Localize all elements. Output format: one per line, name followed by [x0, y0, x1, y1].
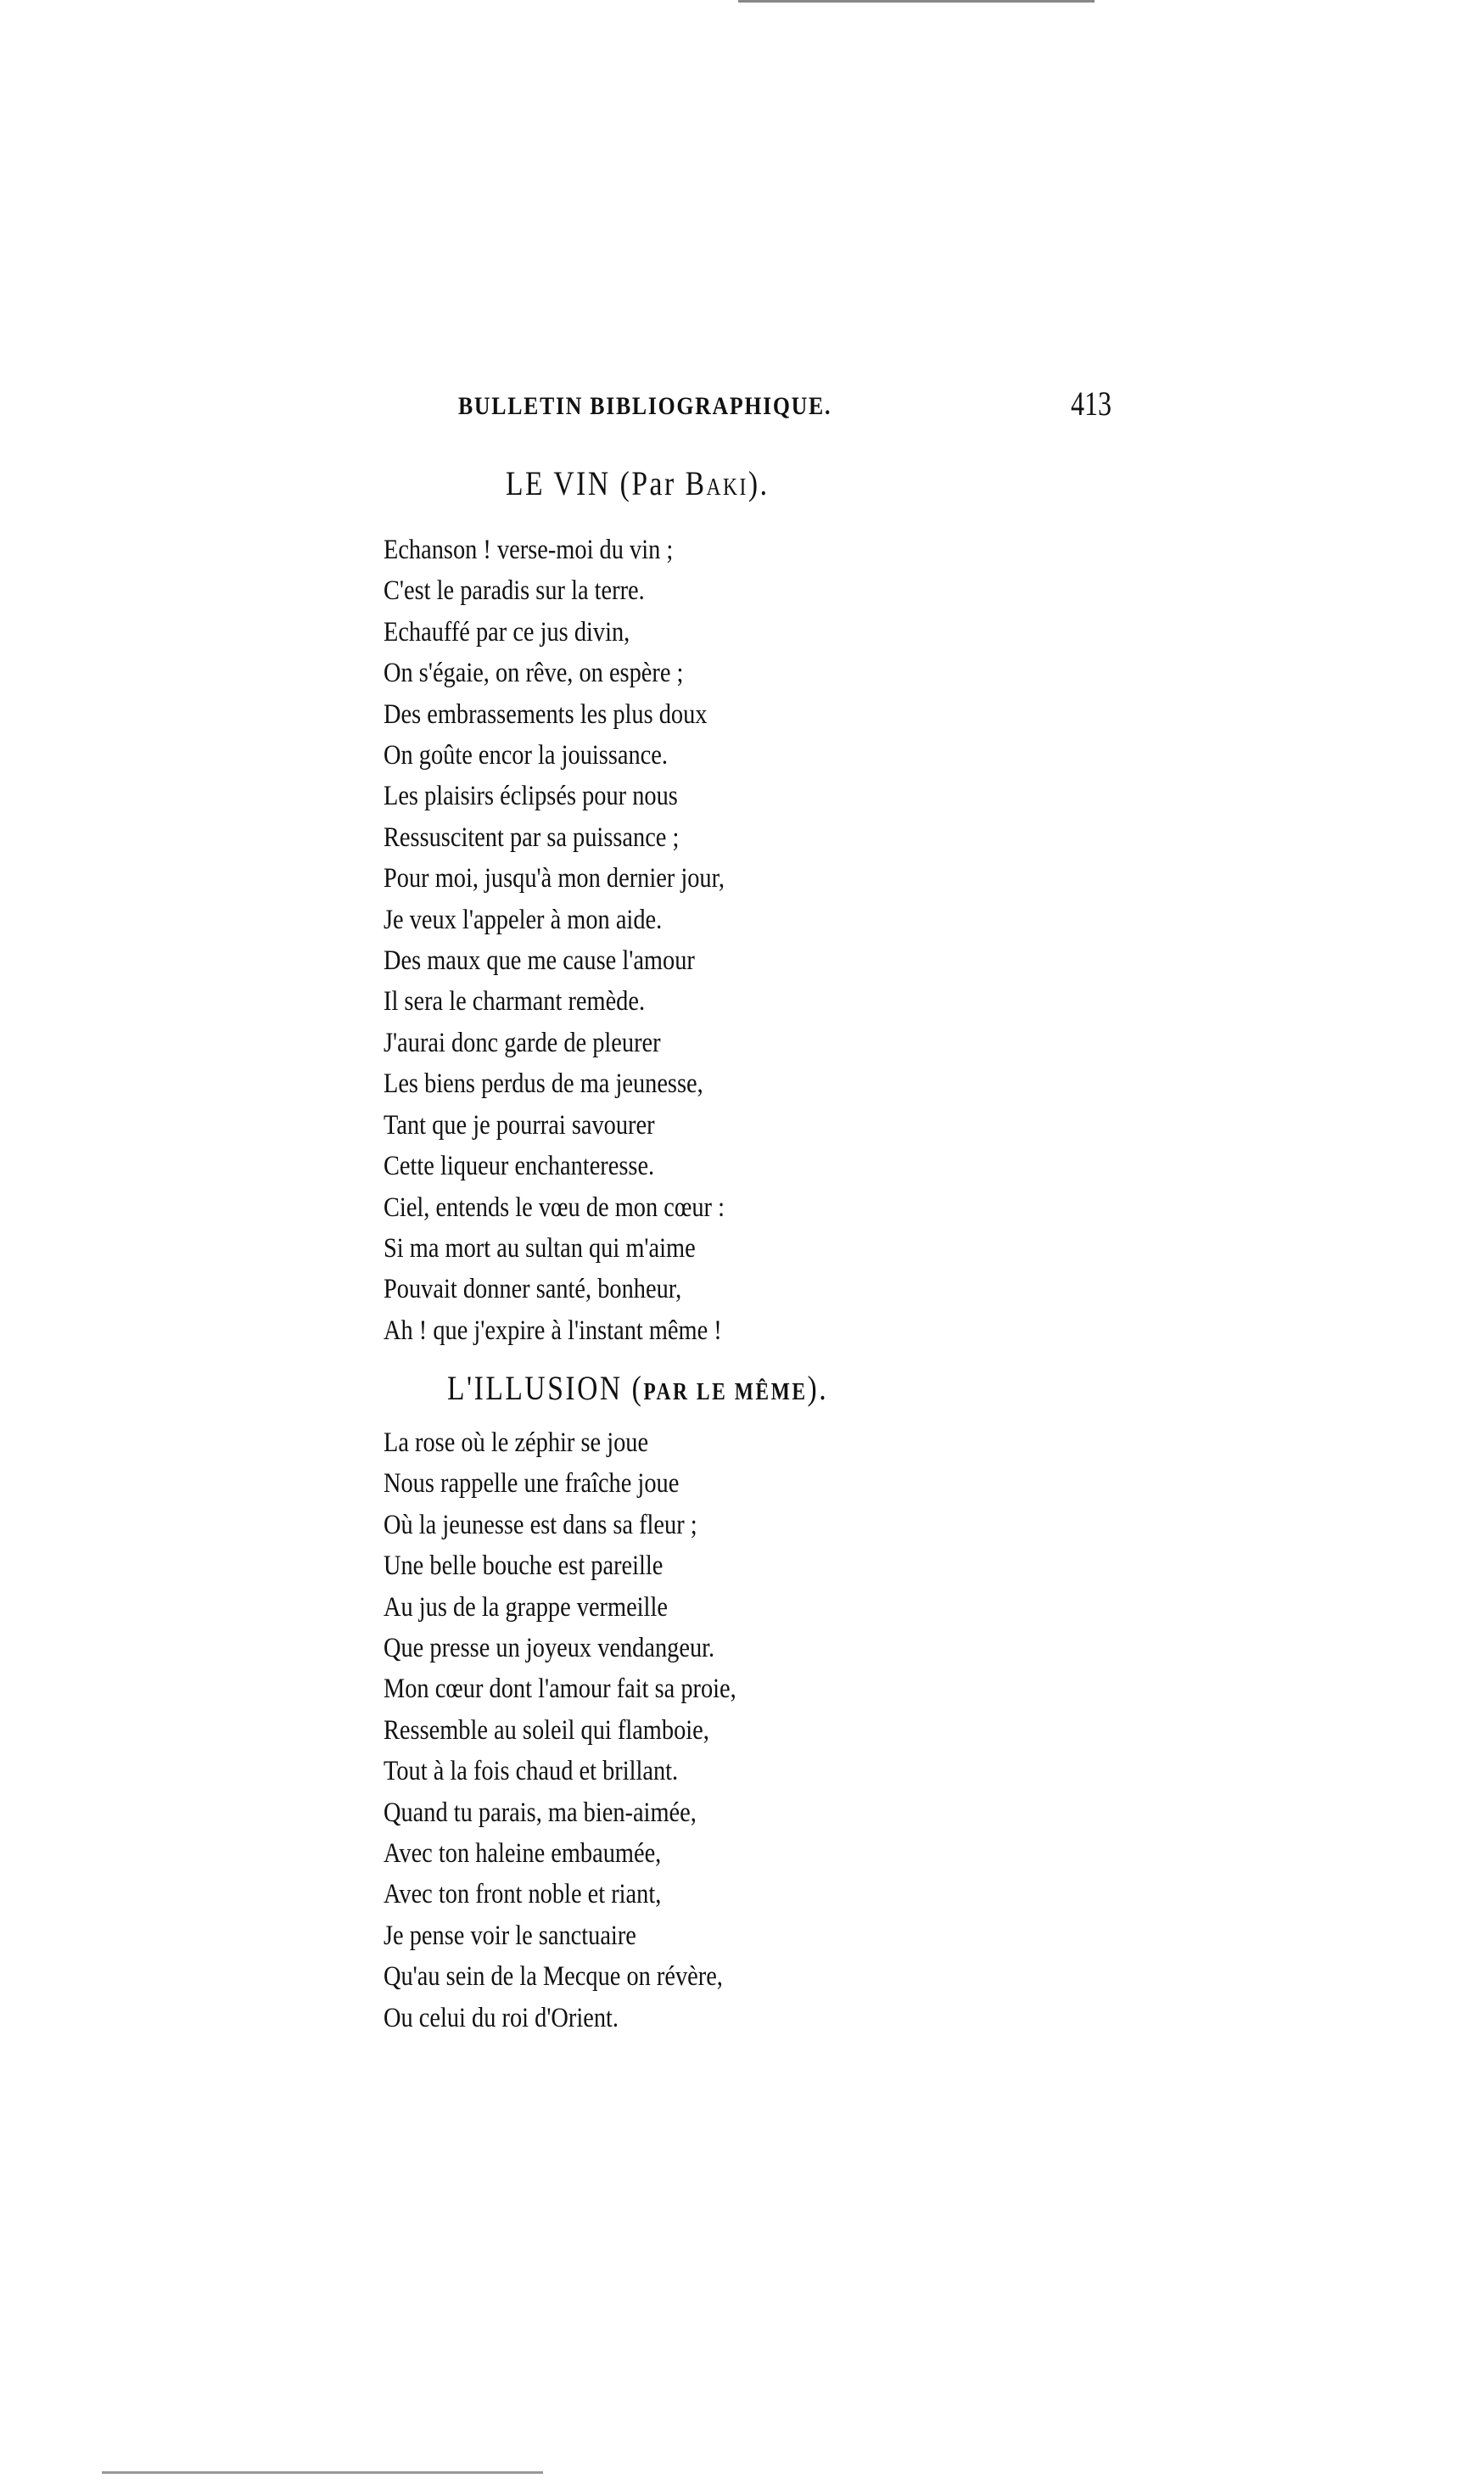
verse-line: Echanson ! verse-moi du vin ;: [384, 535, 674, 565]
verse-line: Nous rappelle une fraîche joue: [384, 1468, 680, 1500]
poem-l-illusion: [384, 1422, 736, 2038]
verse-line: Les biens perdus de ma jeunesse,: [384, 1068, 703, 1100]
verse-line: C'est le paradis sur la terre.: [384, 575, 645, 607]
verse-line: Des embrassements les plus doux: [384, 698, 708, 730]
verse-line: Tout à la fois chaud et brillant.: [384, 1756, 679, 1787]
verse-line: Ah ! que j'expire à l'instant même !: [384, 1315, 722, 1346]
verse-line: Si ma mort au sultan qui m'aime: [384, 1232, 696, 1264]
title-author: Baki: [685, 464, 748, 502]
verse-line: Ressuscitent par sa puissance ;: [384, 821, 680, 853]
verse-line: On s'égaie, on rêve, on espère ;: [384, 658, 684, 689]
title-main: L'ILLUSION: [447, 1369, 623, 1407]
verse-line: Ressemble au soleil qui flamboie,: [384, 1714, 709, 1746]
scan-edge-mark-top: [738, 0, 1095, 3]
verse-line: Avec ton front noble et riant,: [384, 1879, 662, 1910]
title-author: PAR LE MÊME: [643, 1379, 808, 1405]
title-main: LE VIN: [506, 464, 611, 502]
verse-line: Au jus de la grappe vermeille: [384, 1591, 668, 1623]
verse-line: Quand tu parais, ma bien-aimée,: [384, 1797, 697, 1828]
verse-line: Je veux l'appeler à mon aide.: [384, 904, 663, 935]
verse-line: J'aurai donc garde de pleurer: [384, 1027, 661, 1058]
verse-line: Mon cœur dont l'amour fait sa proie,: [384, 1674, 736, 1705]
verse-line: Ciel, entends le vœu de mon cœur :: [384, 1192, 725, 1223]
scan-edge-mark-bottom: [102, 2471, 543, 2474]
title-close: ).: [807, 1369, 829, 1407]
verse-line: Que presse un joyeux vendangeur.: [384, 1633, 715, 1664]
verse-line: Je pense voir le sanctuaire: [384, 1920, 636, 1951]
verse-line: Pouvait donner santé, bonheur,: [384, 1274, 682, 1305]
page-number: 413: [1071, 384, 1112, 423]
verse-line: Tant que je pourrai savourer: [384, 1109, 655, 1141]
title-open: (Par: [619, 464, 686, 502]
verse-line: Des maux que me cause l'amour: [384, 945, 695, 977]
verse-line: Les plaisirs éclipsés pour nous: [384, 781, 678, 812]
poem-title: [506, 463, 770, 503]
verse-line: Cette liqueur enchanteresse.: [384, 1151, 655, 1182]
verse-line: Où la jeunesse est dans sa fleur ;: [384, 1509, 697, 1540]
running-head: BULLETIN BIBLIOGRAPHIQUE.: [458, 392, 832, 420]
verse-line: Echauffé par ce jus divin,: [384, 616, 630, 648]
verse-line: Ou celui du roi d'Orient.: [384, 2002, 619, 2033]
verse-line: Avec ton haleine embaumée,: [384, 1838, 662, 1870]
title-close: ).: [748, 464, 770, 502]
verse-line: Une belle bouche est pareille: [384, 1550, 664, 1582]
verse-line: On goûte encor la jouissance.: [384, 740, 668, 771]
verse-line: Qu'au sein de la Mecque on révère,: [384, 1961, 723, 1993]
verse-line: Pour moi, jusqu'à mon dernier jour,: [384, 863, 725, 894]
verse-line: Il sera le charmant remède.: [384, 986, 646, 1018]
poem-le-vin: [384, 530, 725, 1351]
title-open: (: [622, 1369, 644, 1407]
poem-title: [447, 1368, 828, 1408]
verse-line: La rose où le zéphir se joue: [384, 1427, 649, 1458]
